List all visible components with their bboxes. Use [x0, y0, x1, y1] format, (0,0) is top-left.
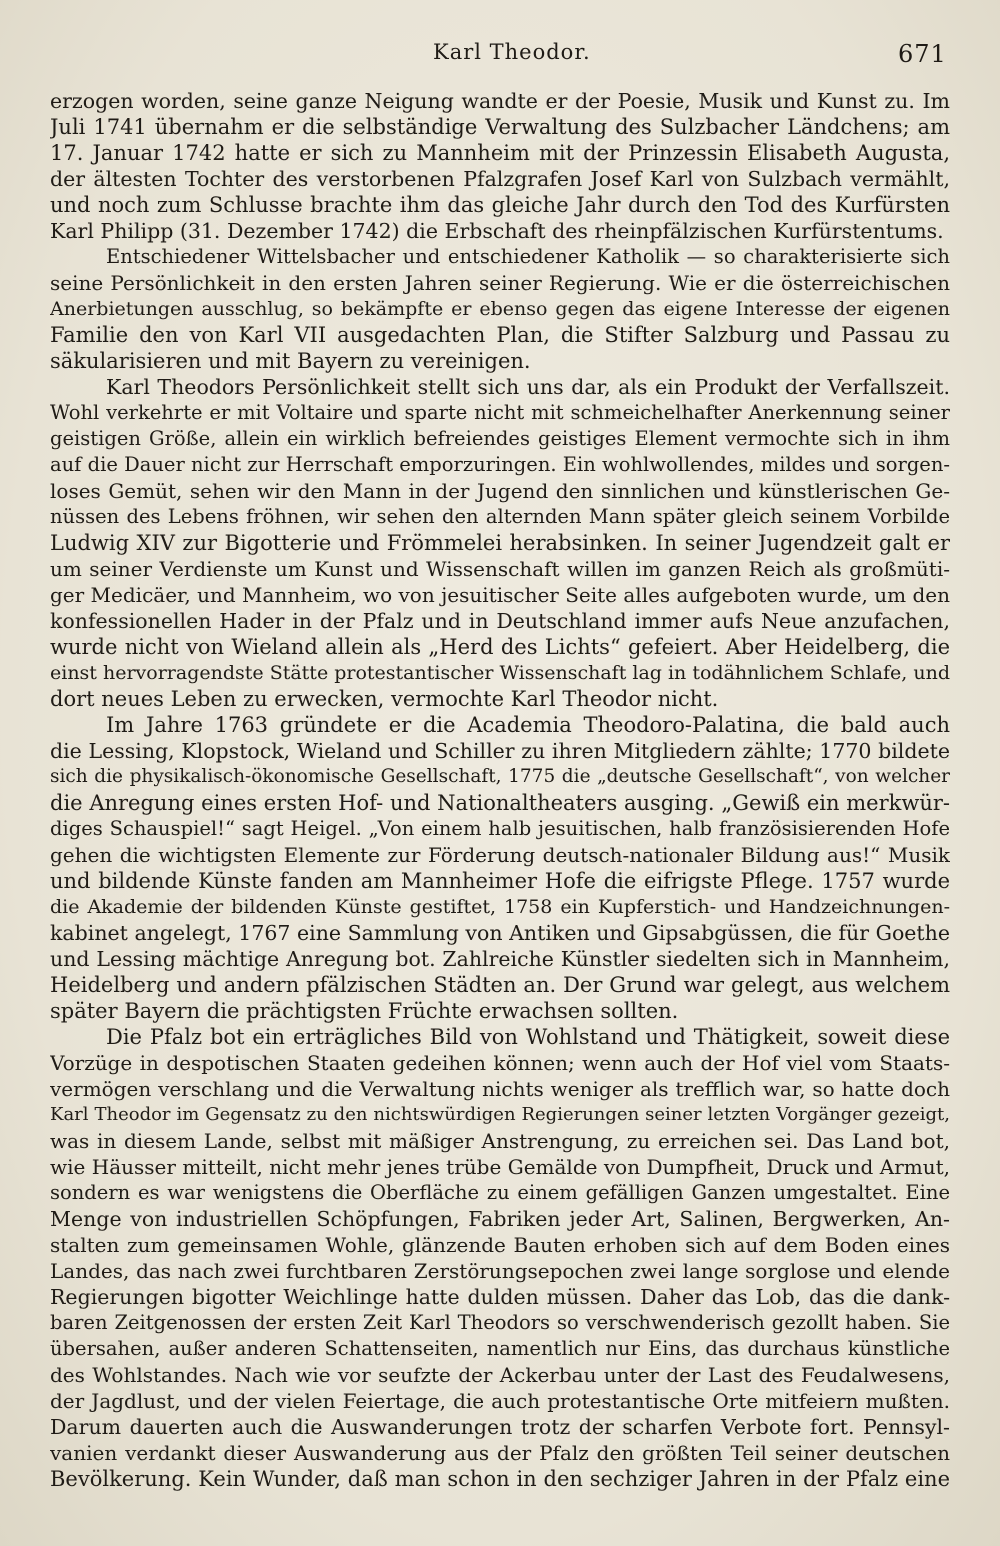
text-line: baren Zeitgenossen der ersten Zeit Karl Theodors so verschwenderisch gezollt haben. Sie: [50, 1311, 950, 1334]
body-text: [50, 88, 950, 1492]
text-line: sondern es war wenigstens die Oberfläche zu einem gefälligen Ganzen umgestaltet. Eine: [50, 1181, 950, 1204]
text-line: des Wohlstandes. Nach wie vor seufzte der Ackerbau unter der Last des Feudalwesens,: [50, 1363, 950, 1387]
text-line: und Lessing mächtige Anregung bot. Zahlreiche Künstler siedelten sich in Mannheim,: [50, 947, 950, 971]
text-line: sich die physikalisch-ökonomische Gesellschaft, 1775 die „deutsche Gesellschaft“, von welcher: [50, 766, 950, 787]
text-line: nüssen des Lebens fröhnen, wir sehen den alternden Mann später gleich seinem Vorbilde: [50, 505, 950, 528]
text-line: Die Pfalz bot ein erträgliches Bild von Wohlstand und Thätigkeit, soweit diese: [106, 1025, 950, 1049]
text-line: konfessionellen Hader in der Pfalz und in Deutschland immer aufs Neue anzufachen,: [50, 609, 950, 633]
text-line: später Bayern die prächtigsten Früchte erwachsen sollten.: [50, 999, 679, 1023]
text-line: stalten zum gemeinsamen Wohle, glänzende Bauten erhoben sich auf dem Boden eines: [50, 1233, 950, 1257]
text-line: Bevölkerung. Kein Wunder, daß man schon in den sechziger Jahren in der Pfalz eine: [50, 1467, 950, 1491]
text-line: auf die Dauer nicht zur Herrschaft emporzuringen. Ein wohlwollendes, mildes und sorgen-: [50, 453, 950, 476]
text-line: Entschiedener Wittelsbacher und entschiedener Katholik — so charakterisierte sich: [106, 245, 950, 268]
text-line: gehen die wichtigsten Elemente zur Förderung deutsch-nationaler Bildung aus!“ Musik: [50, 843, 950, 867]
text-line: vanien verdankt dieser Auswanderung aus der Pfalz den größten Teil seiner deutschen: [50, 1441, 950, 1465]
text-line: wie Häusser mitteilt, nicht mehr jenes trübe Gemälde von Dumpfheit, Druck und Armut,: [50, 1155, 950, 1179]
text-line: Karl Theodor im Gegensatz zu den nichtswürdigen Regierungen seiner letzten Vorgänger gezeigt,: [50, 1104, 950, 1125]
text-line: und bildende Künste fanden am Mannheimer Hofe die eifrigste Pflege. 1757 wurde: [50, 869, 950, 893]
text-line: Juli 1741 übernahm er die selbständige Verwaltung des Sulzbacher Ländchens; am: [50, 115, 950, 139]
text-line: Anerbietungen ausschlug, so bekämpfte er ebenso gegen das eigene Interesse der eigenen: [50, 298, 950, 320]
text-line: Karl Theodors Persönlichkeit stellt sich uns dar, als ein Produkt der Verfallszeit.: [106, 375, 950, 399]
text-line: was in diesem Lande, selbst mit mäßiger Anstrengung, zu erreichen sei. Das Land bot,: [50, 1129, 950, 1153]
text-line: die Anregung eines ersten Hof- und Nationaltheaters ausging. „Gewiß ein merkwür-: [50, 791, 950, 815]
text-line: Menge von industriellen Schöpfungen, Fabriken jeder Art, Salinen, Bergwerken, An-: [50, 1207, 950, 1231]
text-line: vermögen verschlang und die Verwaltung nichts weniger als trefflich war, so hatte doch: [50, 1077, 950, 1101]
text-line: die Akademie der bildenden Künste gestiftet, 1758 ein Kupferstich- und Handzeichnungen-: [50, 896, 950, 918]
page-number: 671: [898, 40, 947, 68]
text-line: dort neues Leben zu erwecken, vermochte Karl Theodor nicht.: [50, 687, 719, 711]
text-line: Ludwig XIV zur Bigotterie und Frömmelei herabsinken. In seiner Jugendzeit galt er: [50, 531, 950, 555]
text-line: 17. Januar 1742 hatte er sich zu Mannheim mit der Prinzessin Elisabeth Augusta,: [50, 141, 950, 165]
text-line: Darum dauerten auch die Auswanderungen trotz der scharfen Verbote fort. Pennsyl-: [50, 1415, 950, 1439]
text-line: um seiner Verdienste um Kunst und Wissenschaft willen im ganzen Reich als großmüti-: [50, 557, 950, 581]
text-line: der ältesten Tochter des verstorbenen Pfalzgrafen Josef Karl von Sulzbach vermählt,: [50, 167, 950, 191]
text-line: geistigen Größe, allein ein wirklich befreiendes geistiges Element vermochte sich in ihm: [50, 427, 950, 450]
text-line: kabinet angelegt, 1767 eine Sammlung von Antiken und Gipsabgüssen, die für Goethe: [50, 921, 950, 945]
text-line: die Lessing, Klopstock, Wieland und Schiller zu ihren Mitgliedern zählte; 1770 bildete: [50, 739, 950, 763]
text-line: Wohl verkehrte er mit Voltaire und sparte nicht mit schmeichelhafter Anerkennung seiner: [50, 401, 950, 424]
text-line: seine Persönlichkeit in den ersten Jahren seiner Regierung. Wie er die österreichischen: [50, 271, 950, 295]
text-line: säkularisieren und mit Bayern zu vereinigen.: [50, 349, 531, 373]
text-line: diges Schauspiel!“ sagt Heigel. „Von einem halb jesuitischen, halb französisierenden Hofe: [50, 817, 950, 840]
text-line: ger Medicäer, und Mannheim, wo von jesuitischer Seite alles aufgeboten wurde, um den: [50, 583, 950, 607]
text-line: erzogen worden, seine ganze Neigung wandte er der Poesie, Musik und Kunst zu. Im: [50, 89, 950, 113]
text-line: einst hervorragendste Stätte protestantischer Wissenschaft lag in todähnlichem Schlafe, und: [50, 662, 950, 684]
text-line: wurde nicht von Wieland allein als „Herd des Lichts“ gefeiert. Aber Heidelberg, die: [50, 635, 950, 659]
text-line: der Jagdlust, und der vielen Feiertage, die auch protestantische Orte mitfeiern mußten.: [50, 1389, 950, 1413]
text-line: Heidelberg und andern pfälzischen Städten an. Der Grund war gelegt, aus welchem: [50, 973, 950, 997]
text-line: Regierungen bigotter Weichlinge hatte dulden müssen. Daher das Lob, das die dank-: [50, 1285, 950, 1309]
text-line: Karl Philipp (31. Dezember 1742) die Erbschaft des rheinpfälzischen Kurfürstentums.: [50, 219, 944, 243]
text-line: übersahen, außer anderen Schattenseiten, namentlich nur Eins, das durchaus künstliche: [50, 1337, 950, 1360]
text-line: Landes, das nach zwei furchtbaren Zerstörungsepochen zwei lange sorglose und elende: [50, 1259, 950, 1283]
text-line: loses Gemüt, sehen wir den Mann in der Jugend den sinnlichen und künstlerischen Ge-: [50, 479, 950, 503]
text-line: und noch zum Schlusse brachte ihm das gleiche Jahr durch den Tod des Kurfürsten: [50, 193, 950, 217]
text-line: Familie den von Karl VII ausgedachten Plan, die Stifter Salzburg und Passau zu: [50, 323, 950, 347]
text-line: Im Jahre 1763 gründete er die Academia Theodoro-Palatina, die bald auch: [106, 713, 950, 737]
text-line: Vorzüge in despotischen Staaten gedeihen können; wenn auch der Hof viel vom Staats-: [50, 1051, 950, 1075]
running-title: Karl Theodor.: [433, 40, 591, 64]
